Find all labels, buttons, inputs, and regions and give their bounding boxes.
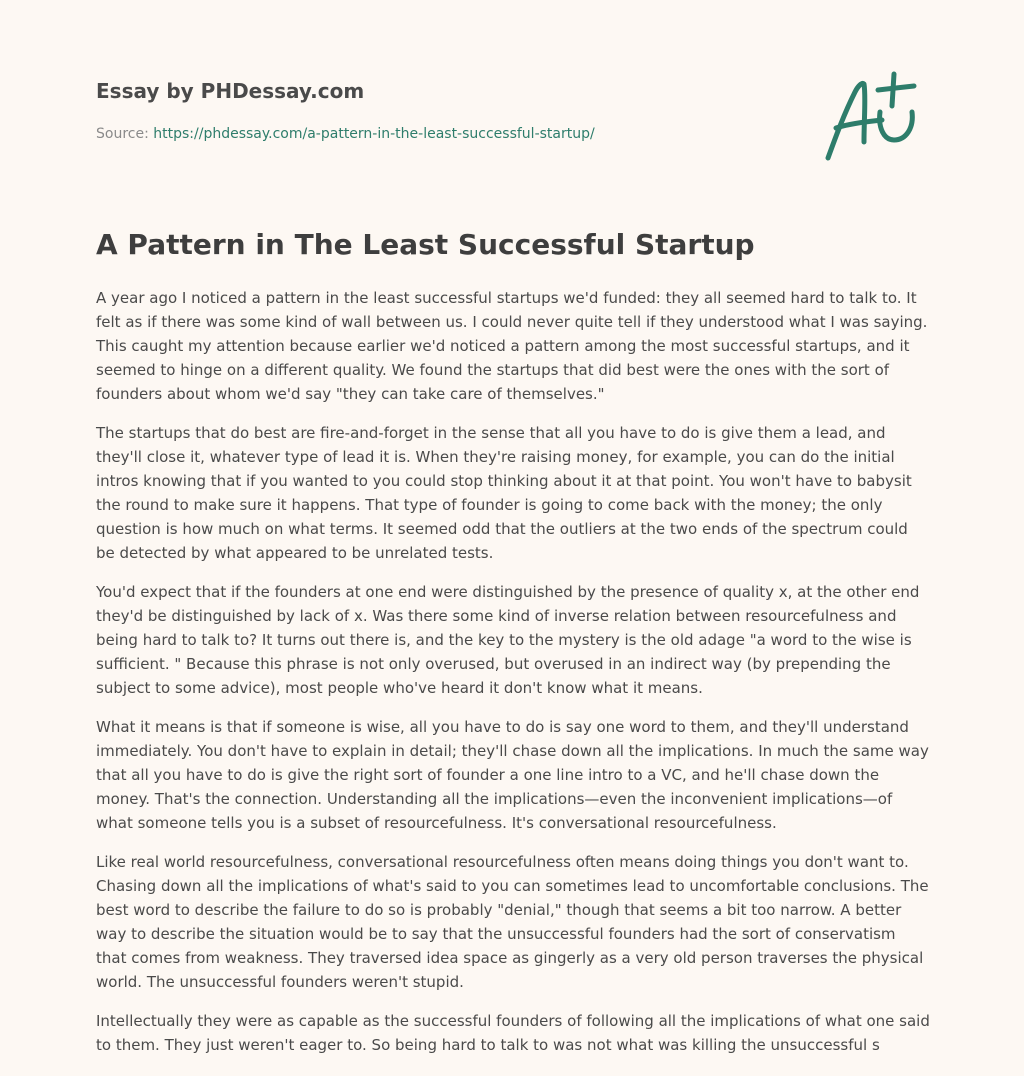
essay-title: A Pattern in The Least Successful Startup: [96, 228, 755, 261]
essay-paragraph: You'd expect that if the founders at one end were distinguished by the presence of quality x, at the other end they'd be distinguished by lack of x. Was there some kind of inverse relation between resourcefulness and being hard to talk to? It turns out there is, and the key to the mystery is the old adage "a word to the wise is sufficient. " Because this phrase is not only overused, but overused in an indirect way (by prepending the subject to some advice), most people who've heard it don't know what it means.: [96, 583, 920, 697]
essay-paragraph: Like real world resourcefulness, conversational resourcefulness often means doing things you don't want to. Chasing down all the implications of what's said to you can sometimes lead to uncomfortable conclusions. The best word to describe the failure to do so is probably "denial," though that seems a bit too narrow. A better way to describe the situation would be to say that the unsuccessful founders had the sort of conservatism that comes from weakness. They traversed idea space as gingerly as a very old person traverses the physical world. The unsuccessful founders weren't stupid.: [96, 853, 929, 991]
essay-paragraph: A year ago I noticed a pattern in the least successful startups we'd funded: they all seemed hard to talk to. It felt as if there was some kind of wall between us. I could never quite tell if they understood what I was saying. This caught my attention because earlier we'd noticed a pattern among the most successful startups, and it seemed to hinge on a different quality. We found the startups that did best were the ones with the sort of founders about whom we'd say "they can take care of themselves.": [96, 289, 928, 403]
source-line: [96, 124, 796, 144]
page-header: [96, 78, 796, 144]
source-label: Source:: [96, 126, 154, 142]
essay-paragraph: What it means is that if someone is wise, all you have to do is say one word to them, and they'll understand immediately. You don't have to explain in detail; they'll chase down all the implications. In much the same way that all you have to do is give the right sort of founder a one line intro to a VC, and he'll chase down the money. That's the connection. Understanding all the implications—even the inconvenient implications—of what someone tells you is a subset of resourcefulness. It's conversational resourcefulness.: [96, 718, 929, 832]
essay-paragraph: Intellectually they were as capable as the successful founders of following all the implications of what one said to them. They just weren't eager to. So being hard to talk to was not what was killing the unsuccessful s: [96, 1012, 930, 1054]
essay-paragraph: The startups that do best are fire-and-forget in the sense that all you have to do is give them a lead, and they'll close it, whatever type of lead it is. When they're raising money, for example, you can do the initial intros knowing that if you wanted to you could stop thinking about it at that point. You won't have to babysit the round to make sure it happens. That type of founder is going to come back with the money; the only question is how much on what terms. It seemed odd that the outliers at the two ends of the spectrum could be detected by what appeared to be unrelated tests.: [96, 424, 912, 562]
essay-body: [96, 286, 930, 1072]
a-plus-logo-icon: [822, 66, 926, 166]
site-brand: Essay by PHDessay.com: [96, 79, 365, 103]
source-link[interactable]: https://phdessay.com/a-pattern-in-the-least-successful-startup/: [153, 126, 595, 142]
